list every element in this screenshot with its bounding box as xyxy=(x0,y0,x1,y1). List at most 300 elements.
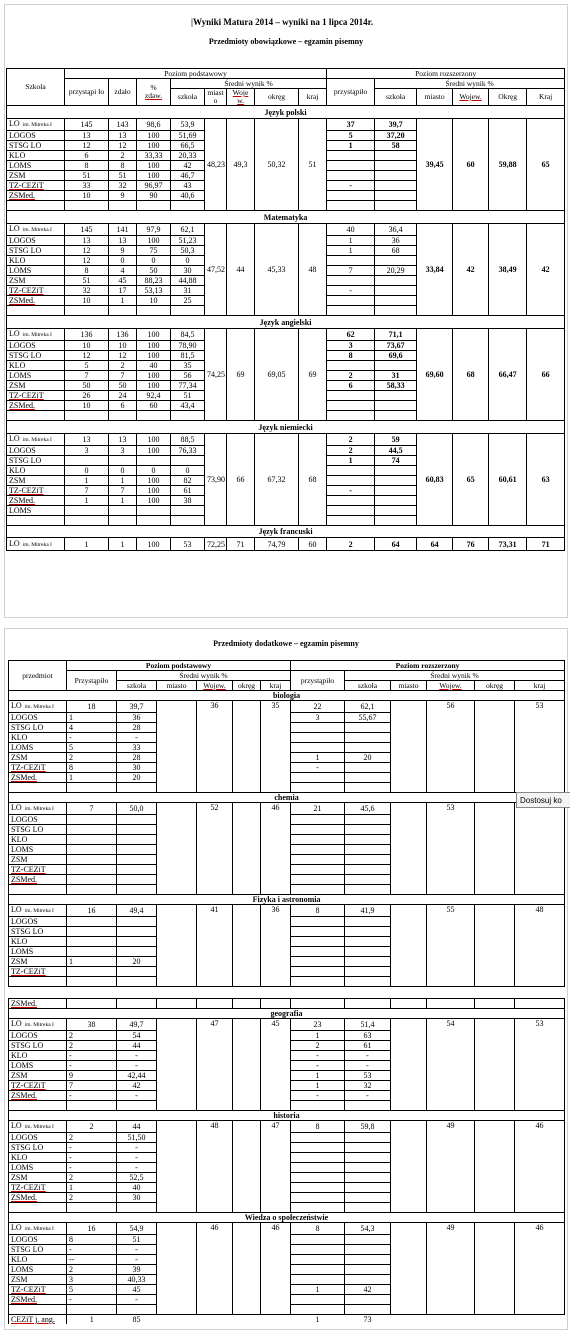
basic-took: 18 xyxy=(67,701,117,713)
basic-value: 50 xyxy=(65,381,109,391)
school-name xyxy=(7,131,65,141)
table-cell xyxy=(9,1203,67,1213)
extended-took xyxy=(291,1235,345,1245)
school-label: ZSMed. xyxy=(9,191,35,200)
extended-average: 68 xyxy=(453,329,489,421)
basic-value: 75 xyxy=(137,246,171,256)
school-label: LO xyxy=(11,1019,22,1028)
table-cell xyxy=(7,516,65,526)
school-name xyxy=(7,119,65,131)
basic-value: 50 xyxy=(109,381,137,391)
basic-score xyxy=(117,875,157,885)
extended-score xyxy=(345,815,391,825)
extended-took: 1 xyxy=(291,1031,345,1041)
subject-heading: chemia xyxy=(9,793,565,803)
basic-city xyxy=(157,803,197,895)
school-name xyxy=(9,865,67,875)
basic-value: 1 xyxy=(109,296,137,306)
basic-average: 45,33 xyxy=(255,224,299,316)
extended-took xyxy=(327,171,375,181)
extended-took xyxy=(291,937,345,947)
basic-took: 16 xyxy=(67,905,117,917)
basic-value: 100 xyxy=(137,381,171,391)
basic-score: - xyxy=(117,1295,157,1305)
school-label: TZ-CEZiT xyxy=(11,967,46,976)
basic-took: 5 xyxy=(67,743,117,753)
school-sublabel: im. Mitreka I xyxy=(24,908,54,914)
basic-average: 74,25 xyxy=(205,329,227,421)
basic-district xyxy=(233,1121,261,1213)
table-cell xyxy=(65,201,109,211)
table-cell xyxy=(117,999,157,1009)
extended-took xyxy=(291,1153,345,1163)
school-name xyxy=(7,329,65,341)
school-sublabel: im. Mitreka I xyxy=(22,437,52,443)
table-cell xyxy=(117,1203,157,1213)
school-label: LO xyxy=(9,119,20,128)
basic-value: 100 xyxy=(137,236,171,246)
basic-value: 44,88 xyxy=(171,276,205,286)
basic-average: 44 xyxy=(227,224,255,316)
table-cell xyxy=(9,783,67,793)
table-cell xyxy=(157,999,197,1009)
table-cell xyxy=(157,1315,197,1325)
basic-value: 77,34 xyxy=(171,381,205,391)
school-name xyxy=(9,1163,67,1173)
extended-took: 5 xyxy=(327,131,375,141)
basic-score xyxy=(117,927,157,937)
french-value: 76 xyxy=(453,538,489,551)
school-name xyxy=(7,141,65,151)
french-value: 74,79 xyxy=(255,538,299,551)
school-name xyxy=(7,371,65,381)
table-cell xyxy=(291,977,345,987)
basic-took: 8 xyxy=(67,1235,117,1245)
school-name xyxy=(7,224,65,236)
basic-value: 6 xyxy=(65,151,109,161)
basic-value: 4 xyxy=(109,266,137,276)
school-name xyxy=(9,1133,67,1143)
basic-score: - xyxy=(117,1163,157,1173)
extended-took: - xyxy=(327,286,375,296)
basic-score: 39,7 xyxy=(117,701,157,713)
school-sublabel: im. Mitreka I xyxy=(24,806,54,812)
basic-value: 88,23 xyxy=(137,276,171,286)
extended-average: 63 xyxy=(527,434,565,526)
school-name xyxy=(9,835,67,845)
table-cell xyxy=(291,1305,345,1315)
school-name xyxy=(9,763,67,773)
extended-score xyxy=(345,1163,391,1173)
extended-took: - xyxy=(291,1061,345,1071)
subject-heading: Wiedza o społeczeństwie xyxy=(9,1213,565,1223)
extended-took xyxy=(291,1143,345,1153)
extended-average: 60 xyxy=(453,119,489,211)
mandatory-exams-table xyxy=(6,68,565,551)
extended-score: 62,1 xyxy=(345,701,391,713)
school-sublabel: im. Mitreka I xyxy=(22,541,52,548)
school-label: LO xyxy=(9,434,20,443)
school-label: ZSMed. xyxy=(11,875,37,884)
extended-took xyxy=(291,733,345,743)
extended-score xyxy=(375,171,417,181)
basic-value: 12 xyxy=(65,256,109,266)
extended-score xyxy=(345,855,391,865)
table-cell xyxy=(67,783,117,793)
basic-value: 33,33 xyxy=(137,151,171,161)
extended-city xyxy=(391,701,427,793)
school-label: LOGOS xyxy=(11,1031,38,1040)
basic-took: 9 xyxy=(67,1071,117,1081)
basic-average: 66 xyxy=(227,434,255,526)
school-label: LOMS xyxy=(9,371,32,380)
school-name xyxy=(7,466,65,476)
extended-average: 66,47 xyxy=(489,329,527,421)
school-label: ZSM xyxy=(11,1071,28,1080)
school-name xyxy=(9,917,67,927)
extended-took xyxy=(291,1245,345,1255)
header-average: Średni wynik % xyxy=(171,79,327,89)
basic-district xyxy=(233,1223,261,1315)
table-cell xyxy=(109,411,137,421)
basic-voivodeship: 48 xyxy=(197,1121,233,1213)
school-label: STSG LO xyxy=(11,723,44,732)
extended-took: 21 xyxy=(291,803,345,815)
school-name xyxy=(9,1091,67,1101)
basic-took xyxy=(67,967,117,977)
extended-score: 59,8 xyxy=(345,1121,391,1133)
school-label: LOGOS xyxy=(11,1235,38,1244)
table-cell xyxy=(67,885,117,895)
basic-value: 53,13 xyxy=(137,286,171,296)
table-cell xyxy=(475,1315,515,1325)
extended-took xyxy=(327,476,375,486)
header-voivodeship-ext: Wojew. xyxy=(453,89,489,106)
adjust-tooltip[interactable]: Dostosuj ko xyxy=(516,792,570,808)
extended-score xyxy=(375,256,417,266)
table-cell xyxy=(117,977,157,987)
basic-value: 12 xyxy=(65,351,109,361)
basic-value: 45 xyxy=(109,276,137,286)
extended-took: 8 xyxy=(291,1223,345,1235)
school-label: LOMS xyxy=(11,1265,34,1274)
basic-value: 12 xyxy=(65,141,109,151)
basic-value: 81,5 xyxy=(171,351,205,361)
basic-score: 51 xyxy=(117,1235,157,1245)
extended-took: 1 xyxy=(327,141,375,151)
basic-value: 56 xyxy=(171,371,205,381)
school-name xyxy=(9,1245,67,1255)
header-school-score: szkoła xyxy=(171,89,205,106)
basic-took: - xyxy=(67,1295,117,1305)
basic-value: 31 xyxy=(171,286,205,296)
basic-took: 1 xyxy=(67,1183,117,1193)
basic-average: 48,23 xyxy=(205,119,227,211)
extended-score xyxy=(345,763,391,773)
school-sublabel: im. Mitreka I xyxy=(24,704,54,710)
extended-score xyxy=(375,476,417,486)
basic-value: 30 xyxy=(171,266,205,276)
table-cell xyxy=(7,411,65,421)
school-label: KLO xyxy=(11,937,28,946)
school-name xyxy=(9,815,67,825)
basic-value: 7 xyxy=(65,486,109,496)
basic-value: 7 xyxy=(109,486,137,496)
basic-took: 5 xyxy=(67,1285,117,1295)
basic-value: 143 xyxy=(109,119,137,131)
table-cell xyxy=(171,306,205,316)
extended-score xyxy=(375,191,417,201)
section-heading: Język angielski xyxy=(7,316,565,329)
basic-value: 10 xyxy=(65,296,109,306)
basic-value: 100 xyxy=(137,371,171,381)
basic-score: 44 xyxy=(117,1121,157,1133)
school-name xyxy=(9,1081,67,1091)
basic-value: 46,7 xyxy=(171,171,205,181)
section-title-additional: Przedmioty dodatkowe – egzamin pisemny xyxy=(213,639,359,648)
basic-score: 49,4 xyxy=(117,905,157,917)
basic-took: -- xyxy=(67,1255,117,1265)
french-value: 72,25 xyxy=(205,538,227,551)
extended-average: 39,45 xyxy=(417,119,453,211)
basic-value: 20,33 xyxy=(171,151,205,161)
table-cell xyxy=(65,306,109,316)
basic-value: 53,9 xyxy=(171,119,205,131)
extended-took: 37 xyxy=(327,119,375,131)
basic-value: 12 xyxy=(109,141,137,151)
school-name xyxy=(7,446,65,456)
table-cell xyxy=(345,885,391,895)
extended-took: 8 xyxy=(291,1121,345,1133)
school-label: LO xyxy=(11,905,22,914)
basic-value: 51 xyxy=(65,276,109,286)
table-cell xyxy=(171,506,205,516)
basic-value: 0 xyxy=(171,466,205,476)
table-cell xyxy=(109,506,137,516)
extended-country: 53 xyxy=(515,701,565,793)
basic-took: 16 xyxy=(67,1223,117,1235)
school-name xyxy=(9,1173,67,1183)
extended-score xyxy=(345,1143,391,1153)
school-name xyxy=(7,456,65,466)
basic-value: 100 xyxy=(137,434,171,446)
table-cell xyxy=(9,885,67,895)
extended-took xyxy=(327,276,375,286)
basic-value: 100 xyxy=(137,329,171,341)
extended-took: 7 xyxy=(327,266,375,276)
basic-score xyxy=(117,825,157,835)
extended-score: 73 xyxy=(363,1315,372,1324)
school-label: ZSM xyxy=(11,1173,28,1182)
extended-score xyxy=(345,1275,391,1285)
extended-took xyxy=(291,835,345,845)
extended-score xyxy=(345,967,391,977)
basic-value: 1 xyxy=(65,476,109,486)
extended-country: 46 xyxy=(515,1223,565,1315)
extended-average: 38,49 xyxy=(489,224,527,316)
school-name xyxy=(9,723,67,733)
school-label: ZSM xyxy=(9,171,26,180)
basic-score: 33 xyxy=(117,743,157,753)
basic-took: 2 xyxy=(67,1193,117,1203)
extended-score xyxy=(345,1265,391,1275)
basic-value: 10 xyxy=(109,341,137,351)
school-sublabel: im. Mitreka I xyxy=(22,122,52,128)
school-label: TZ-CEZiT xyxy=(11,1081,46,1090)
school-name xyxy=(7,276,65,286)
basic-took xyxy=(67,845,117,855)
school-label: LOGOS xyxy=(9,446,36,455)
extended-took xyxy=(291,743,345,753)
extended-score xyxy=(375,486,417,496)
table-cell xyxy=(233,999,261,1009)
extended-score: 20,29 xyxy=(375,266,417,276)
school-name xyxy=(7,151,65,161)
school-label: ZSM xyxy=(11,753,28,762)
basic-country: 35 xyxy=(261,701,291,793)
table-cell xyxy=(117,1101,157,1111)
table-cell xyxy=(345,1101,391,1111)
extended-score xyxy=(345,927,391,937)
basic-score: - xyxy=(117,1153,157,1163)
school-label: KLO xyxy=(9,361,26,370)
extended-score xyxy=(375,181,417,191)
extended-score: - xyxy=(345,1051,391,1061)
basic-value: 100 xyxy=(137,131,171,141)
extended-district xyxy=(475,1223,515,1315)
basic-took: 2 xyxy=(67,1121,117,1133)
basic-took: 1 xyxy=(89,1315,94,1324)
basic-took: - xyxy=(67,1061,117,1071)
extended-took: 1 xyxy=(291,1071,345,1081)
section-title-mandatory: Przedmioty obowiązkowe – egzamin pisemny xyxy=(208,37,364,46)
school-sublabel: im. Mitreka I xyxy=(24,1124,54,1130)
school-name xyxy=(9,1019,67,1031)
school-label: LOGOS xyxy=(11,815,38,824)
extended-score: 73,67 xyxy=(375,341,417,351)
extended-took xyxy=(327,401,375,411)
basic-took: - xyxy=(67,1163,117,1173)
school-name xyxy=(7,246,65,256)
school-label: TZ-CEZiT xyxy=(11,865,46,874)
basic-voivodeship: 47 xyxy=(197,1019,233,1111)
school-name xyxy=(9,1031,67,1041)
extended-took: 1 xyxy=(327,236,375,246)
header-school-ext-2: szkoła xyxy=(345,681,391,691)
basic-average: 49,3 xyxy=(227,119,255,211)
school-name xyxy=(7,361,65,371)
basic-took: 3 xyxy=(67,1275,117,1285)
basic-value: 43 xyxy=(171,181,205,191)
basic-score: 54,9 xyxy=(117,1223,157,1235)
school-label: KLO xyxy=(11,1051,28,1060)
school-label: KLO xyxy=(9,466,26,475)
school-name xyxy=(9,855,67,865)
extended-took: 6 xyxy=(327,381,375,391)
extended-average: 59,88 xyxy=(489,119,527,211)
school-name xyxy=(7,351,65,361)
basic-score: - xyxy=(117,1061,157,1071)
school-name xyxy=(9,875,67,885)
header-extended-level-2: Poziom rozszerzony xyxy=(291,661,565,671)
school-name xyxy=(9,743,67,753)
extended-score xyxy=(375,401,417,411)
additional-exams-table xyxy=(8,660,565,987)
header-took-ext: przystąpiło xyxy=(327,79,375,106)
extended-average: 60,61 xyxy=(489,434,527,526)
table-cell xyxy=(327,516,375,526)
basic-value: 0 xyxy=(65,466,109,476)
basic-score: 42,44 xyxy=(117,1071,157,1081)
basic-took xyxy=(67,835,117,845)
basic-value: 100 xyxy=(137,341,171,351)
basic-value: 1 xyxy=(109,476,137,486)
basic-value: 0 xyxy=(109,466,137,476)
basic-score: - xyxy=(117,1091,157,1101)
extended-took xyxy=(291,1173,345,1183)
table-cell xyxy=(65,506,109,516)
extended-took xyxy=(291,855,345,865)
basic-value: 100 xyxy=(137,351,171,361)
extended-district xyxy=(475,701,515,793)
basic-score xyxy=(117,967,157,977)
basic-took: 2 xyxy=(67,753,117,763)
basic-value: 145 xyxy=(65,119,109,131)
school-name xyxy=(7,341,65,351)
basic-value: 13 xyxy=(65,236,109,246)
extended-city xyxy=(391,905,427,987)
extended-took: 40 xyxy=(327,224,375,236)
school-label: TZ-CEZiT xyxy=(11,763,46,772)
basic-country: 46 xyxy=(261,803,291,895)
table-cell xyxy=(291,783,345,793)
extended-took: 1 xyxy=(291,1285,345,1295)
school-label: ZSMed. xyxy=(9,401,35,410)
basic-average: 69 xyxy=(227,329,255,421)
school-label: KLO xyxy=(11,733,28,742)
table-cell xyxy=(427,999,475,1009)
header-took-2: Przystąpiło xyxy=(67,671,117,691)
basic-value xyxy=(137,456,171,466)
table-cell xyxy=(375,516,417,526)
french-value: 53 xyxy=(171,538,205,551)
basic-took xyxy=(67,927,117,937)
school-sublabel: im. Mitreka I xyxy=(24,1226,54,1232)
basic-score: 40 xyxy=(117,1183,157,1193)
table-cell xyxy=(197,1315,233,1325)
school-sublabel: im. Mitreka I xyxy=(24,1022,54,1028)
extended-score: 71,1 xyxy=(375,329,417,341)
extended-score xyxy=(375,276,417,286)
header-took-ext-2: przystąpiło xyxy=(291,671,345,691)
basic-value: 10 xyxy=(65,191,109,201)
basic-district xyxy=(233,905,261,987)
french-value: 1 xyxy=(65,538,109,551)
extended-score xyxy=(375,161,417,171)
basic-value: 1 xyxy=(109,496,137,506)
extended-country: 46 xyxy=(515,1121,565,1213)
school-label: LOGOS xyxy=(9,131,36,140)
table-cell xyxy=(137,306,171,316)
extended-took: 1 xyxy=(291,1081,345,1091)
extended-score: 53 xyxy=(345,1071,391,1081)
subject-heading: historia xyxy=(9,1111,565,1121)
section-heading: Matematyka xyxy=(7,211,565,224)
school-name xyxy=(7,296,65,306)
subject-heading: biologia xyxy=(9,691,565,701)
basic-value: 60 xyxy=(137,401,171,411)
basic-value: 98,6 xyxy=(137,119,171,131)
